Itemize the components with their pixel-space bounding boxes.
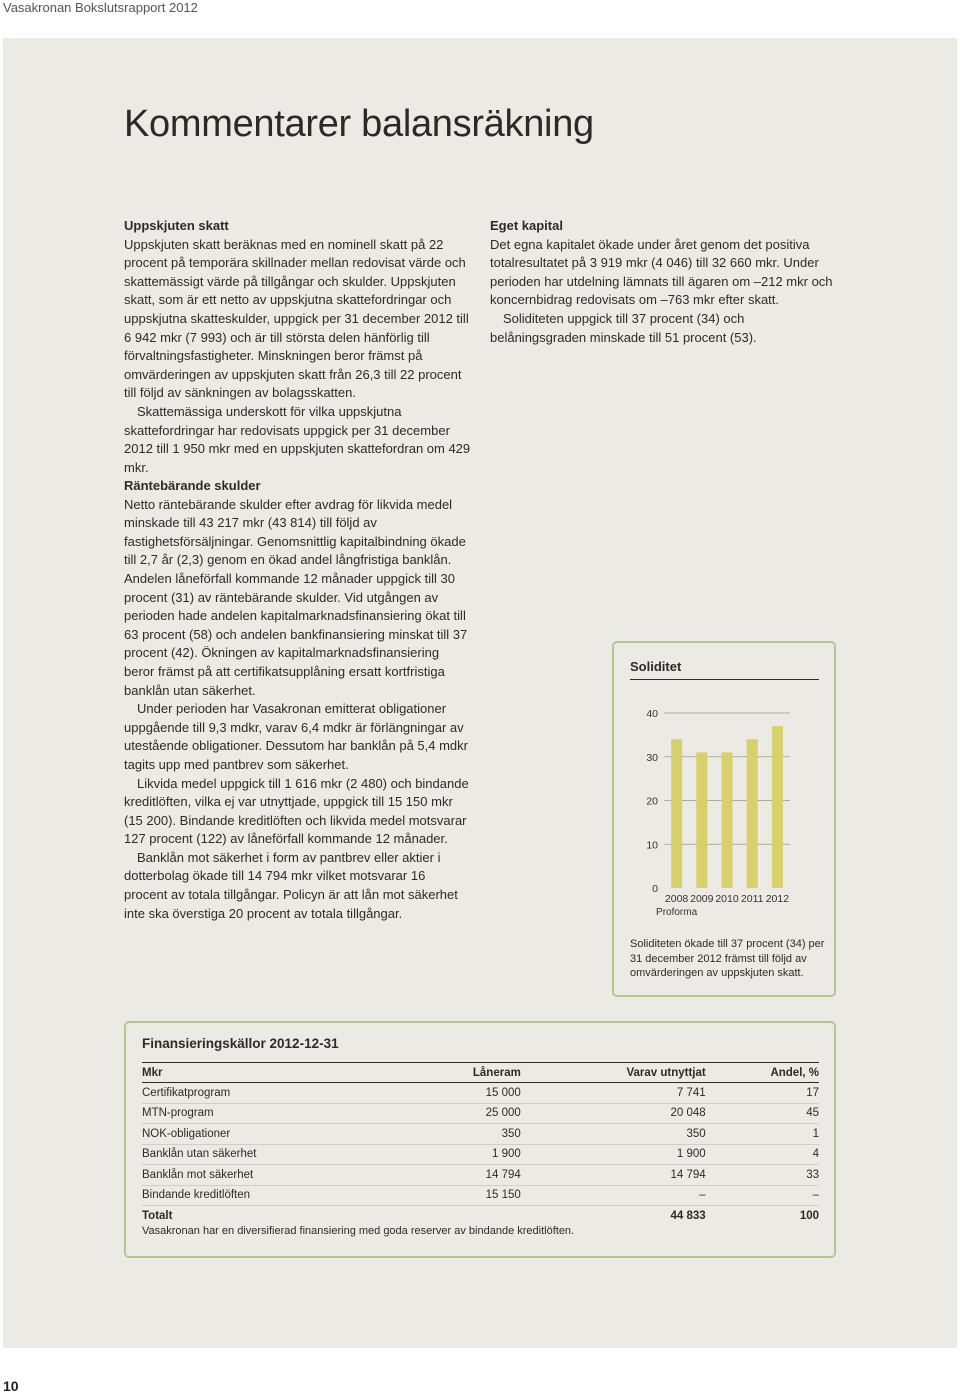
paragraph: Soliditeten uppgick till 37 procent (34) och belåningsgraden minskade till 51 procent (53). bbox=[490, 310, 757, 345]
table-cell: 17 bbox=[706, 1083, 819, 1104]
table-cell: 4 bbox=[706, 1144, 819, 1165]
table-cell bbox=[409, 1206, 521, 1226]
chart-caption: Soliditeten ökade till 37 procent (34) per 31 december 2012 främst till följd av omvärderingen av uppskjuten skatt. bbox=[630, 938, 825, 979]
table-header-row bbox=[142, 1063, 819, 1083]
section-heading: Eget kapital bbox=[490, 218, 563, 233]
table-cell: 33 bbox=[706, 1165, 819, 1186]
section-heading: Uppskjuten skatt bbox=[124, 218, 229, 233]
y-tick-label: 0 bbox=[652, 883, 658, 895]
table-cell: NOK-obligationer bbox=[142, 1124, 409, 1145]
x-tick-label: 2010 bbox=[715, 893, 739, 905]
table-cell: Certifikatprogram bbox=[142, 1083, 409, 1104]
paragraph: Skattemässiga underskott för vilka uppskjutna skattefordringar har redovisats uppgick per 31 december 2012 till 1 950 mkr med en uppskjuten skattefordran om 429 mkr. bbox=[124, 403, 471, 475]
paragraph: Netto räntebärande skulder efter avdrag för likvida medel minskade till 43 217 mkr (43 814) till följd av fastighetsförsäljningar. Genomsnittlig kapitalbindning ökade till 2,7 år (2,3) genom en ökad andel långfristiga banklån. Andelen låneförfall kommande 12 månader uppgick till 30 procent (31) av räntebärande skulder. Vid utgången av perioden hade andelen kapitalmarknadsfinansiering ökat till 63 procent (58) och andelen bankfinansiering minskat till 37 procent (42). Ökningen av kapitalmarknadsfinansiering beror främst på att certifikatsupplåning ersatt kortfristiga banklån utan säkerhet. bbox=[124, 496, 468, 698]
table-total-row bbox=[142, 1206, 819, 1226]
chart-title: Soliditet bbox=[630, 659, 682, 674]
table-cell: 100 bbox=[799, 1209, 819, 1222]
page-title: Kommentarer balansräkning bbox=[124, 103, 594, 145]
table-row bbox=[142, 1103, 819, 1124]
table-footnote: Vasakronan har en diversifierad finansiering med goda reserver av bindande kreditlöften. bbox=[142, 1225, 575, 1237]
x-tick-label: 2009 bbox=[690, 893, 714, 905]
page-number: 10 bbox=[3, 1378, 19, 1394]
paragraph: Det egna kapitalet ökade under året genom det positiva totalresultatet på 3 919 mkr (4 046) till 32 660 mkr. Under perioden har utdelning lämnats till ägaren om –212 mkr och koncernbidrag redovisats om –763 mkr efter skatt. bbox=[490, 236, 833, 308]
bar bbox=[772, 726, 783, 888]
table-row bbox=[142, 1124, 819, 1145]
x-tick-label: 2008 bbox=[664, 893, 689, 905]
table-cell: Banklån mot säkerhet bbox=[142, 1165, 409, 1186]
table-cell: 44 833 bbox=[670, 1209, 706, 1222]
table-cell: 350 bbox=[409, 1124, 521, 1145]
section-heading: Räntebärande skulder bbox=[124, 478, 261, 493]
y-tick-label: 30 bbox=[646, 751, 658, 764]
column-header: Andel, % bbox=[706, 1063, 819, 1083]
column-header: Låneram bbox=[409, 1063, 521, 1083]
y-tick-label: 10 bbox=[646, 839, 658, 852]
section-rantebarande-skulder bbox=[124, 477, 471, 923]
table-cell: 7 741 bbox=[521, 1083, 706, 1104]
report-header: Vasakronan Bokslutsrapport 2012 bbox=[3, 0, 198, 15]
table-cell: 350 bbox=[521, 1124, 706, 1145]
table-row bbox=[142, 1165, 819, 1186]
table-cell: 14 794 bbox=[521, 1165, 706, 1186]
x-tick-label: 2011 bbox=[740, 893, 764, 905]
column-header: Varav utnyttjat bbox=[521, 1063, 706, 1083]
y-tick-label: 20 bbox=[646, 795, 658, 808]
table-row bbox=[142, 1083, 819, 1104]
soliditet-chart-box bbox=[612, 641, 836, 997]
table-cell: Bindande kreditlöften bbox=[142, 1185, 409, 1206]
table-cell: 25 000 bbox=[409, 1103, 521, 1124]
section-eget-kapital bbox=[490, 217, 837, 347]
paragraph: Under perioden har Vasakronan emitterat obligationer uppgående till 9,3 mdkr, varav 6,4 mdkr är förlängningar av utestående obligationer. Dessutom har banklån på 5,4 mdkr tagits upp med pantbrev som säkerhet. bbox=[124, 701, 468, 772]
table-cell: 1 900 bbox=[521, 1144, 706, 1165]
table-row bbox=[142, 1185, 819, 1206]
paragraph: Uppskjuten skatt beräknas med en nominell skatt på 22 procent på temporära skillnader mellan redovisat värde och skattemässigt värde på tillgångar och skulder. Uppskjuten skatt, som är ett netto av uppskjutna skattefordringar och uppskjutna skatteskulder, uppgick per 31 december 2012 till 6 942 mkr (7 993) och är till största delen hänförlig till förvaltningsfastigheter. Minskningen beror främst på omvärderingen av uppskjuten skatt från 26,3 till 22 procent till följd av sänkningen av bolagsskatten. bbox=[124, 236, 469, 401]
finansiering-table-box bbox=[124, 1021, 836, 1258]
finansiering-table bbox=[142, 1062, 819, 1226]
table-row bbox=[142, 1144, 819, 1165]
x-tick-label: 2012 bbox=[765, 893, 790, 905]
table-title: Finansieringskällor 2012-12-31 bbox=[142, 1036, 339, 1051]
bar bbox=[747, 739, 758, 888]
table-cell: – bbox=[521, 1185, 706, 1206]
table-cell: Totalt bbox=[142, 1209, 173, 1222]
table-cell: 1 bbox=[706, 1124, 819, 1145]
table-cell: – bbox=[706, 1185, 819, 1206]
table-cell: 15 000 bbox=[409, 1083, 521, 1104]
paragraph: Banklån mot säkerhet i form av pantbrev eller aktier i dotterbolag ökade till 14 794 mkr vilket motsvarar 16 procent av totala tillgångar. Policyn är att lån mot säkerhet inte ska överstiga 20 procent av totala tillgångar. bbox=[124, 849, 458, 921]
table-cell: 14 794 bbox=[409, 1165, 521, 1186]
y-tick-label: 40 bbox=[646, 708, 658, 720]
soliditet-chart bbox=[614, 643, 834, 933]
bar bbox=[722, 752, 733, 888]
table-cell: 1 900 bbox=[409, 1144, 521, 1165]
table-cell: 45 bbox=[706, 1103, 819, 1124]
column-header: Mkr bbox=[142, 1063, 409, 1083]
bar bbox=[696, 752, 707, 888]
proforma-annotation: Proforma bbox=[656, 907, 698, 918]
table-cell: 20 048 bbox=[521, 1103, 706, 1124]
table-cell: MTN-program bbox=[142, 1103, 409, 1124]
bar bbox=[671, 739, 682, 888]
paragraph: Likvida medel uppgick till 1 616 mkr (2 480) och bindande kreditlöften, vilka ej var utnyttjade, uppgick till 15 150 mkr (15 200). Bindande kreditlöften och likvida medel motsvarar 127 procent (122) av låneförfall kommande 12 månader. bbox=[124, 775, 469, 847]
section-uppskjuten-skatt bbox=[124, 217, 471, 477]
table-cell: 15 150 bbox=[409, 1185, 521, 1206]
table-cell: Banklån utan säkerhet bbox=[142, 1144, 409, 1165]
